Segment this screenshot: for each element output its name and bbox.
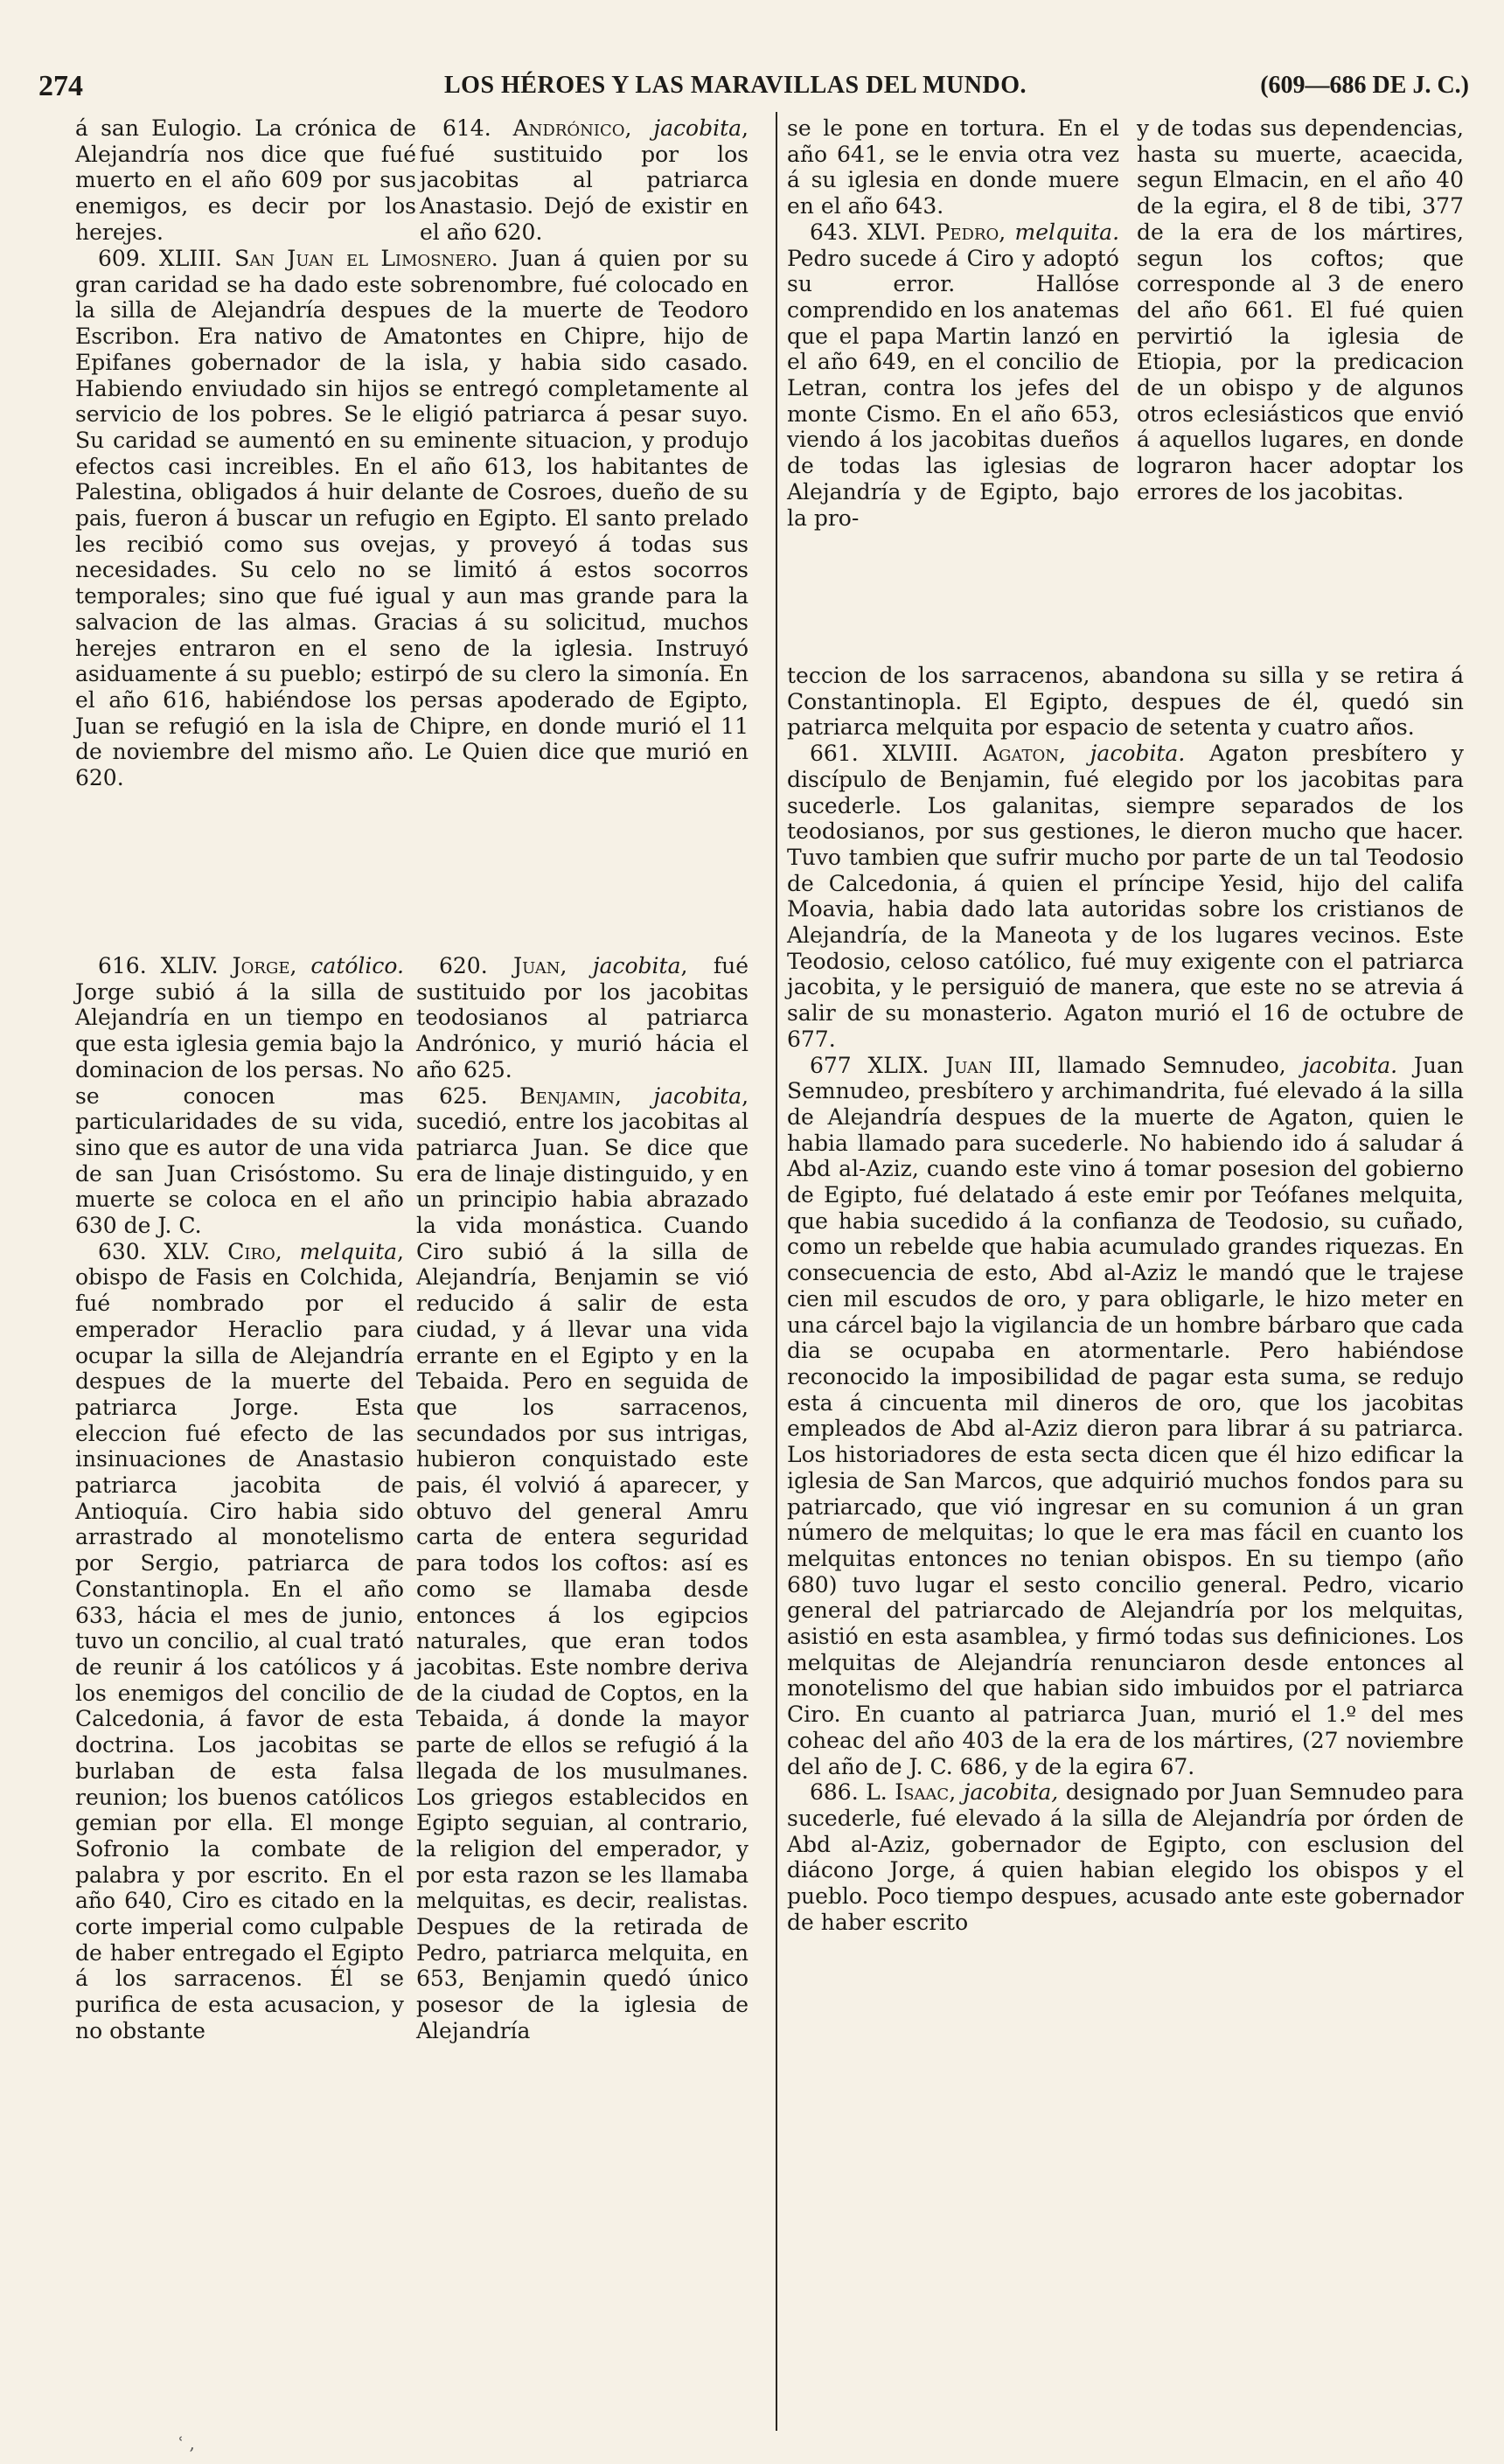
- entry-620: [416, 953, 749, 1083]
- entry-number: 686.: [810, 1779, 859, 1806]
- entry-text: , fué sustituido por los jacobitas teodosianos al patriarca Andrónico, y murió hácia el año 625.: [416, 953, 749, 1082]
- page-number: 274: [38, 70, 83, 102]
- entry-text: Pedro sucede á Ciro y adoptó su error. Hallóse comprendido en los anatemas que el papa Martin lanzó en el año 649, en el concilio de Letran, contra los jefes del monte Cismo. En el año 653, viendo á los jacobitas dueños de todas las iglesias de Alejandría y de Egipto, bajo la pro-: [787, 245, 1119, 531]
- entry-text: Jorge subió á la silla de Alejandría en un tiempo en que esta iglesia gemia bajo la dominacion de los persas. No se conocen mas particularidades de su vida, sino que es autor de una vida de san Juan Crisóstomo. Su muerte se coloca en el año 630 de J. C.: [75, 978, 404, 1239]
- entry-686: [787, 1779, 1464, 1935]
- column-rule-center: [776, 112, 777, 2431]
- entry-name: San Juan el Limosnero.: [234, 246, 498, 271]
- entry-name: Agaton,: [983, 741, 1066, 767]
- entry-name: Juan III,: [945, 1052, 1041, 1078]
- entry-text: , obispo de Fasis en Colchida, fué nombrado por el emperador Heraclio para ocupar la silla de Alejandría despues de la muerte del patriarca Jorge. Esta eleccion fué efecto de las insinuaciones de Anastasio patriarca jacobita de Antioquía. Ciro habia sido arrastrado al monotelismo por Sergio, patriarca de Constantinopla. En el año 633, hácia el mes de junio, tuvo un concilio, al cual trató de reunir á los católicos y á los enemigos del concilio de Calcedonia, á favor de esta doctrina. Los jacobitas se burlaban de esta falsa reunion; los buenos católicos gemian por ella. El monge Sofronio la combate de palabra y por escrito. En el año 640, Ciro es citado en la corte imperial como culpable de haber entregado el Egipto á los sarracenos. Él se purifica de esta acusacion, y no obstante: [75, 1238, 404, 2043]
- entry-630: [75, 1239, 404, 2044]
- footer-mark: ʿ ,: [178, 2433, 195, 2454]
- entry-text: Juan Semnudeo, presbítero y archimandrita, fué elevado á la silla de Alejandría despues de la muerte de Agaton, quien le habia llamado para sucederle. No habiendo ido á saludar á Abd al-Aziz, cuando este vino á tomar posesion del gobierno de Egipto, fué delatado á este emir por Teófanes melquita, que habia sucedido á la confianza de Teodosio, su cuñado, como un rebelde que habia acumulado grandes riquezas. En consecuencia de esto, Abd al-Aziz le mandó que le trajese cien mil escudos de oro, y para obligarle, le hizo meter en una cárcel bajo la vigilancia de un hombre bárbaro que cada dia se ocupaba en atormentarle. Pero habiéndose reconocido la imposibilidad de pagar esta suma, se redujo esta á cincuenta mil dineros de oro, que los jacobitas empleados de Abd al-Aziz dieron para librar á su patriarca. Los historiadores de esta secta dicen que él hizo edificar la iglesia de San Marcos, que adquirió muchos fondos para su patriarcado, que vió ingresar en su comunion á un gran número de melquitas; lo que le era mas fácil en cuanto los melquitas entonces no tenian obispos. En su tiempo (año 680) tuvo lugar el sesto concilio general. Pedro, vicario general del patriarcado de Alejandría por los melquitas, asistió en esta asamblea, y firmó todas sus definiciones. Los melquitas de Alejandría renunciaron desde entonces al monotelismo del que habian sido imbuidos por el patriarca Ciro. En cuanto al patriarca Juan, murió el 1.º del mes coheac del año 403 de la era de los mártires, (27 noviembre del año de J. C. 686, y de la egira 67.: [787, 1052, 1464, 1779]
- entry-name: Andrónico,: [512, 115, 632, 141]
- entry-sect: jacobita: [653, 115, 742, 141]
- right-col-c3: [787, 115, 1119, 531]
- entry-sect: jacobita: [653, 1082, 742, 1109]
- entry-text: Juan á quien por su gran caridad se ha dado este sobrenombre, fué colocado en la silla de Alejandría despues de la muerte de Teodoro Escribon. Era nativo de Amatontes en Chipre, hijo de Epifanes gobernador de la isla, y habia sido casado. Habiendo enviudado sin hijos se entregó completamente al servicio de los pobres. Se le eligió patriarca á pesar suyo. Su caridad se aumentó en su eminente situacion, y produjo efectos casi increibles. En el año 613, los habitantes de Palestina, obligados á huir delante de Cosroes, dueño de su pais, fueron á buscar un refugio en Egipto. El santo prelado les recibió como sus ovejas, y proveyó á todas sus necesidades. Su celo no se limitó á estos socorros temporales; sino que fué igual y aun mas grande para la salvacion de las almas. Gracias á su solicitud, muchos herejes entraron en el seno de la iglesia. Instruyó asiduamente á su pueblo; estirpó de su clero la simonía. En el año 616, habiéndose los persas apoderado de Egipto, Juan se refugió en la isla de Chipre, en donde murió el 11 de noviembre del mismo año. Le Quien dice que murió en 620.: [75, 246, 749, 791]
- right-col-c4: [1137, 115, 1464, 505]
- left-col-c1: [75, 953, 404, 2044]
- entry-609: [75, 246, 749, 791]
- entry-643: [787, 219, 1119, 531]
- entry-name: Jorge,: [232, 953, 297, 978]
- entry-name: L. Isaac,: [866, 1779, 957, 1806]
- entry-text: , fué sustituido por los jacobitas al patriarca Anastasio. Dejó de existir en el año 620.: [420, 115, 749, 245]
- running-title: LOS HÉROES Y LAS MARAVILLAS DEL MUNDO.: [444, 72, 1027, 99]
- entry-number: 616. XLIV.: [98, 953, 219, 978]
- entry-number: 625.: [439, 1082, 488, 1109]
- date-range: (609—686 DE J. C.): [1260, 72, 1469, 99]
- entry-number: 661. XLVIII.: [810, 741, 959, 767]
- entry-sect: jacobita: [592, 953, 681, 978]
- paragraph-cont-wide: teccion de los sarracenos, abandona su silla y se retira á Constantinopla. El Egipto, despues de él, quedó sin patriarca melquita por espacio de setenta y cuatro años.: [787, 663, 1464, 741]
- entry-sect: jacobita.: [1090, 741, 1186, 767]
- entry-sect: melquita.: [1014, 219, 1120, 245]
- entry-sect: jacobita,: [963, 1779, 1059, 1806]
- entry-616: [75, 953, 404, 1239]
- paragraph-cont: y de todas sus dependencias, hasta su muerte, acaecida, segun Elmacin, en el año 40 de la egira, el 8 de tibi, 377 de la era de los mártires, segun los coftos; que corresponde al 3 de enero del año 661. El fué quien pervirtió la iglesia de Etiopia, por la predicacion de un obispo y de algunos otros eclesiásticos que envió á aquellos lugares, en donde lograron hacer adoptar los errores de los jacobitas.: [1137, 115, 1464, 505]
- entry-text: , sucedió, entre los jacobitas al patriarca Juan. Se dice que era de linaje distinguido, y en un principio habia abrazado la vida monástica. Cuando Ciro subió á la silla de Alejandría, Benjamin se vió reducido á salir de esta ciudad, y á llevar una vida errante en el Egipto y en la Tebaida. Pero en seguida de que los sarracenos, secundados por sus intrigas, hubieron conquistado este pais, él volvió á aparecer, y obtuvo del general Amru carta de entera seguridad para todos los coftos: así es como se llamaba desde entonces á los egipcios naturales, que eran todos jacobitas. Este nombre deriva de la ciudad de Coptos, en la Tebaida, á donde la mayor parte de ellos se refugió á la llegada de los musulmanes. Los griegos establecidos en Egipto seguian, al contrario, la religion del emperador, y por esta razon se les llamaba melquitas, es decir, realistas. Despues de la retirada de Pedro, patriarca melquita, en 653, Benjamin quedó único posesor de la iglesia de Alejandría: [416, 1082, 749, 2043]
- entry-625: [416, 1083, 749, 2044]
- right-wide: [787, 663, 1464, 1935]
- entry-number: 609. XLIII.: [98, 246, 222, 271]
- entry-number: 630. XLV.: [98, 1238, 211, 1264]
- entry-sect: católico.: [310, 953, 404, 978]
- entry-sect: jacobita.: [1302, 1052, 1398, 1078]
- entry-name: Juan,: [513, 953, 567, 978]
- entry-614: [420, 115, 749, 246]
- left-col-c2: [416, 953, 749, 2044]
- entry-sect: melquita: [299, 1238, 398, 1264]
- entry-text: Agaton presbítero y discípulo de Benjamin, fué elegido por los jacobitas para sucederle. Los galanitas, siempre separados de los teodosianos, por sus gestiones, le dieron mucho que hacer. Tuvo tambien que sufrir mucho por parte de un tal Teodosio de Calcedonia, á quien el príncipe Yesid, hijo del califa Moavia, habia dado lata autoridas sobre los cristianos de Alejandría, de la Maneota y de los lugares vecinos. Este Teodosio, celoso católico, fué muy exigente con el patriarca jacobita, y le persiguió de manera, que este no se atrevia á salir de su monasterio. Agaton murió el 16 de octubre de 677.: [787, 741, 1464, 1052]
- entry-text: designado por Juan Semnudeo para sucederle, fué elevado á la silla de Alejandría por órden de Abd al-Aziz, gobernador de Egipto, con esclusion del diácono Jorge, á quien habian elegido los obispos y el pueblo. Poco tiempo despues, acusado ante este gobernador de haber escrito: [787, 1779, 1464, 1935]
- entry-number: 677 XLIX.: [810, 1052, 930, 1078]
- entry-name: Benjamin,: [519, 1082, 622, 1109]
- paragraph-cont: á san Eulogio. La crónica de Alejandría nos dice que fué muerto en el año 609 por sus enemigos, es decir por los herejes.: [75, 115, 416, 245]
- entry-mid: llamado Semnudeo,: [1057, 1052, 1286, 1078]
- left-col-b: [420, 115, 749, 246]
- left-col-a: [75, 115, 416, 246]
- left-wide: [75, 246, 749, 791]
- entry-number: 614.: [442, 115, 491, 141]
- entry-661: [787, 741, 1464, 1052]
- entry-name: Pedro,: [935, 219, 1006, 245]
- paragraph-cont: se le pone en tortura. En el año 641, se le envia otra vez á su iglesia en donde muere en el año 643.: [787, 115, 1119, 219]
- running-header: [38, 70, 1469, 105]
- entry-number: 620.: [439, 953, 488, 978]
- entry-name: Ciro,: [227, 1238, 282, 1264]
- entry-number: 643. XLVI.: [810, 219, 927, 245]
- entry-677: [787, 1053, 1464, 1780]
